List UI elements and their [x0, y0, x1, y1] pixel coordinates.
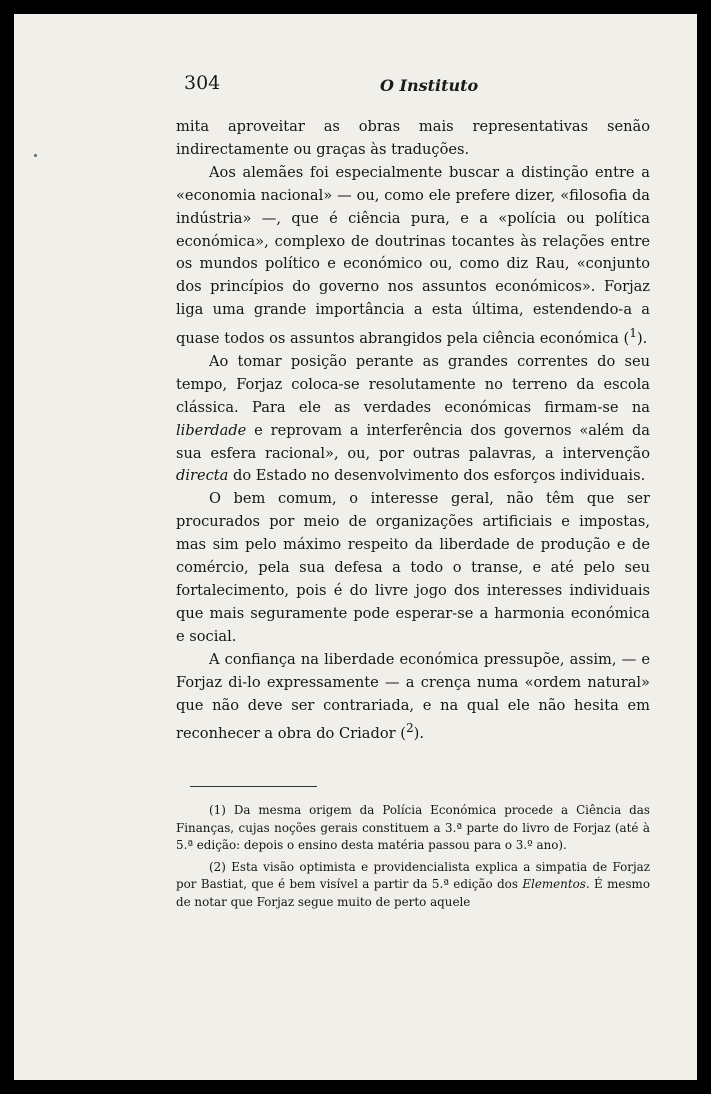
page-number: 304 [184, 72, 221, 94]
emphasis: Elementos [522, 877, 586, 891]
paragraph: mita aproveitar as obras mais representativas senão indirectamente ou graças às traduções. [176, 118, 650, 158]
footnote-divider [190, 786, 317, 787]
footnote-reference: 2 [405, 721, 414, 736]
paragraph: Aos alemães foi especialmente buscar a distinção entre a «economia nacional» — ou, como ele prefere dizer, «filosofia da indústria» —, que é ciência pura, e a «polícia ou política económica», complexo de doutrinas tocantes às relações entre os mundos político e económico ou, como diz Rau, «conjunto dos princípios do governo nos assuntos económicos». Forjaz liga uma grande importância a esta última, estendendo-a a quase todos os assuntos abrangidos pela ciência económica ($^1$). [176, 163, 650, 348]
running-title: O Instituto [380, 76, 479, 95]
footnote: (2) Esta visão optimista e providencialista explica a simpatia de Forjaz por Bastiat, que é bem visível a partir da 5.ª edição dos Elementos. É mesmo de notar que Forjaz segue muito de perto aquele [176, 859, 650, 909]
book-page [14, 14, 697, 1080]
emphasis: liberdade [176, 421, 247, 439]
footnote-marker: (1) [209, 803, 226, 817]
body-text [176, 116, 650, 746]
footnote: (1) Da mesma origem da Polícia Económica procede a Ciência das Finanças, cujas noções gerais constituem a 3.ª parte do livro de Forjaz (até à 5.ª edição: depois o ensino desta matéria passou para o 3.º ano). [176, 803, 650, 852]
paragraph: O bem comum, o interesse geral, não têm que ser procurados por meio de organizações artificiais e impostas, mas sim pelo máximo respeito da liberdade de produção e de comércio, pela sua defesa a todo o transe, e até pelo seu fortalecimento, pois é do livre jogo dos interesses individuais que mais seguramente pode esperar-se a harmonia económica e social. [176, 490, 650, 645]
emphasis: directa [176, 467, 229, 485]
paragraph: A confiança na liberdade económica pressupõe, assim, — e Forjaz di-lo expressamente — a crença numa «ordem natural» que não deve ser contrariada, e na qual ele não hesita em reconhecer a obra do Criador ($^2$). [176, 650, 650, 743]
footnotes [176, 802, 650, 911]
paragraph: Ao tomar posição perante as grandes correntes do seu tempo, Forjaz coloca-se resolutamente no terreno da escola clássica. Para ele as verdades económicas firmam-se na liberdade e reprovam a interferência dos governos «além da sua esfera racional», ou, por outras palavras, a intervenção directa do Estado no desenvolvimento dos esforços individuais. [176, 352, 650, 485]
page-header [14, 72, 697, 102]
footnote-reference: 1 [629, 326, 637, 341]
scan-speck [34, 154, 37, 157]
footnote-marker: (2) [209, 859, 226, 874]
